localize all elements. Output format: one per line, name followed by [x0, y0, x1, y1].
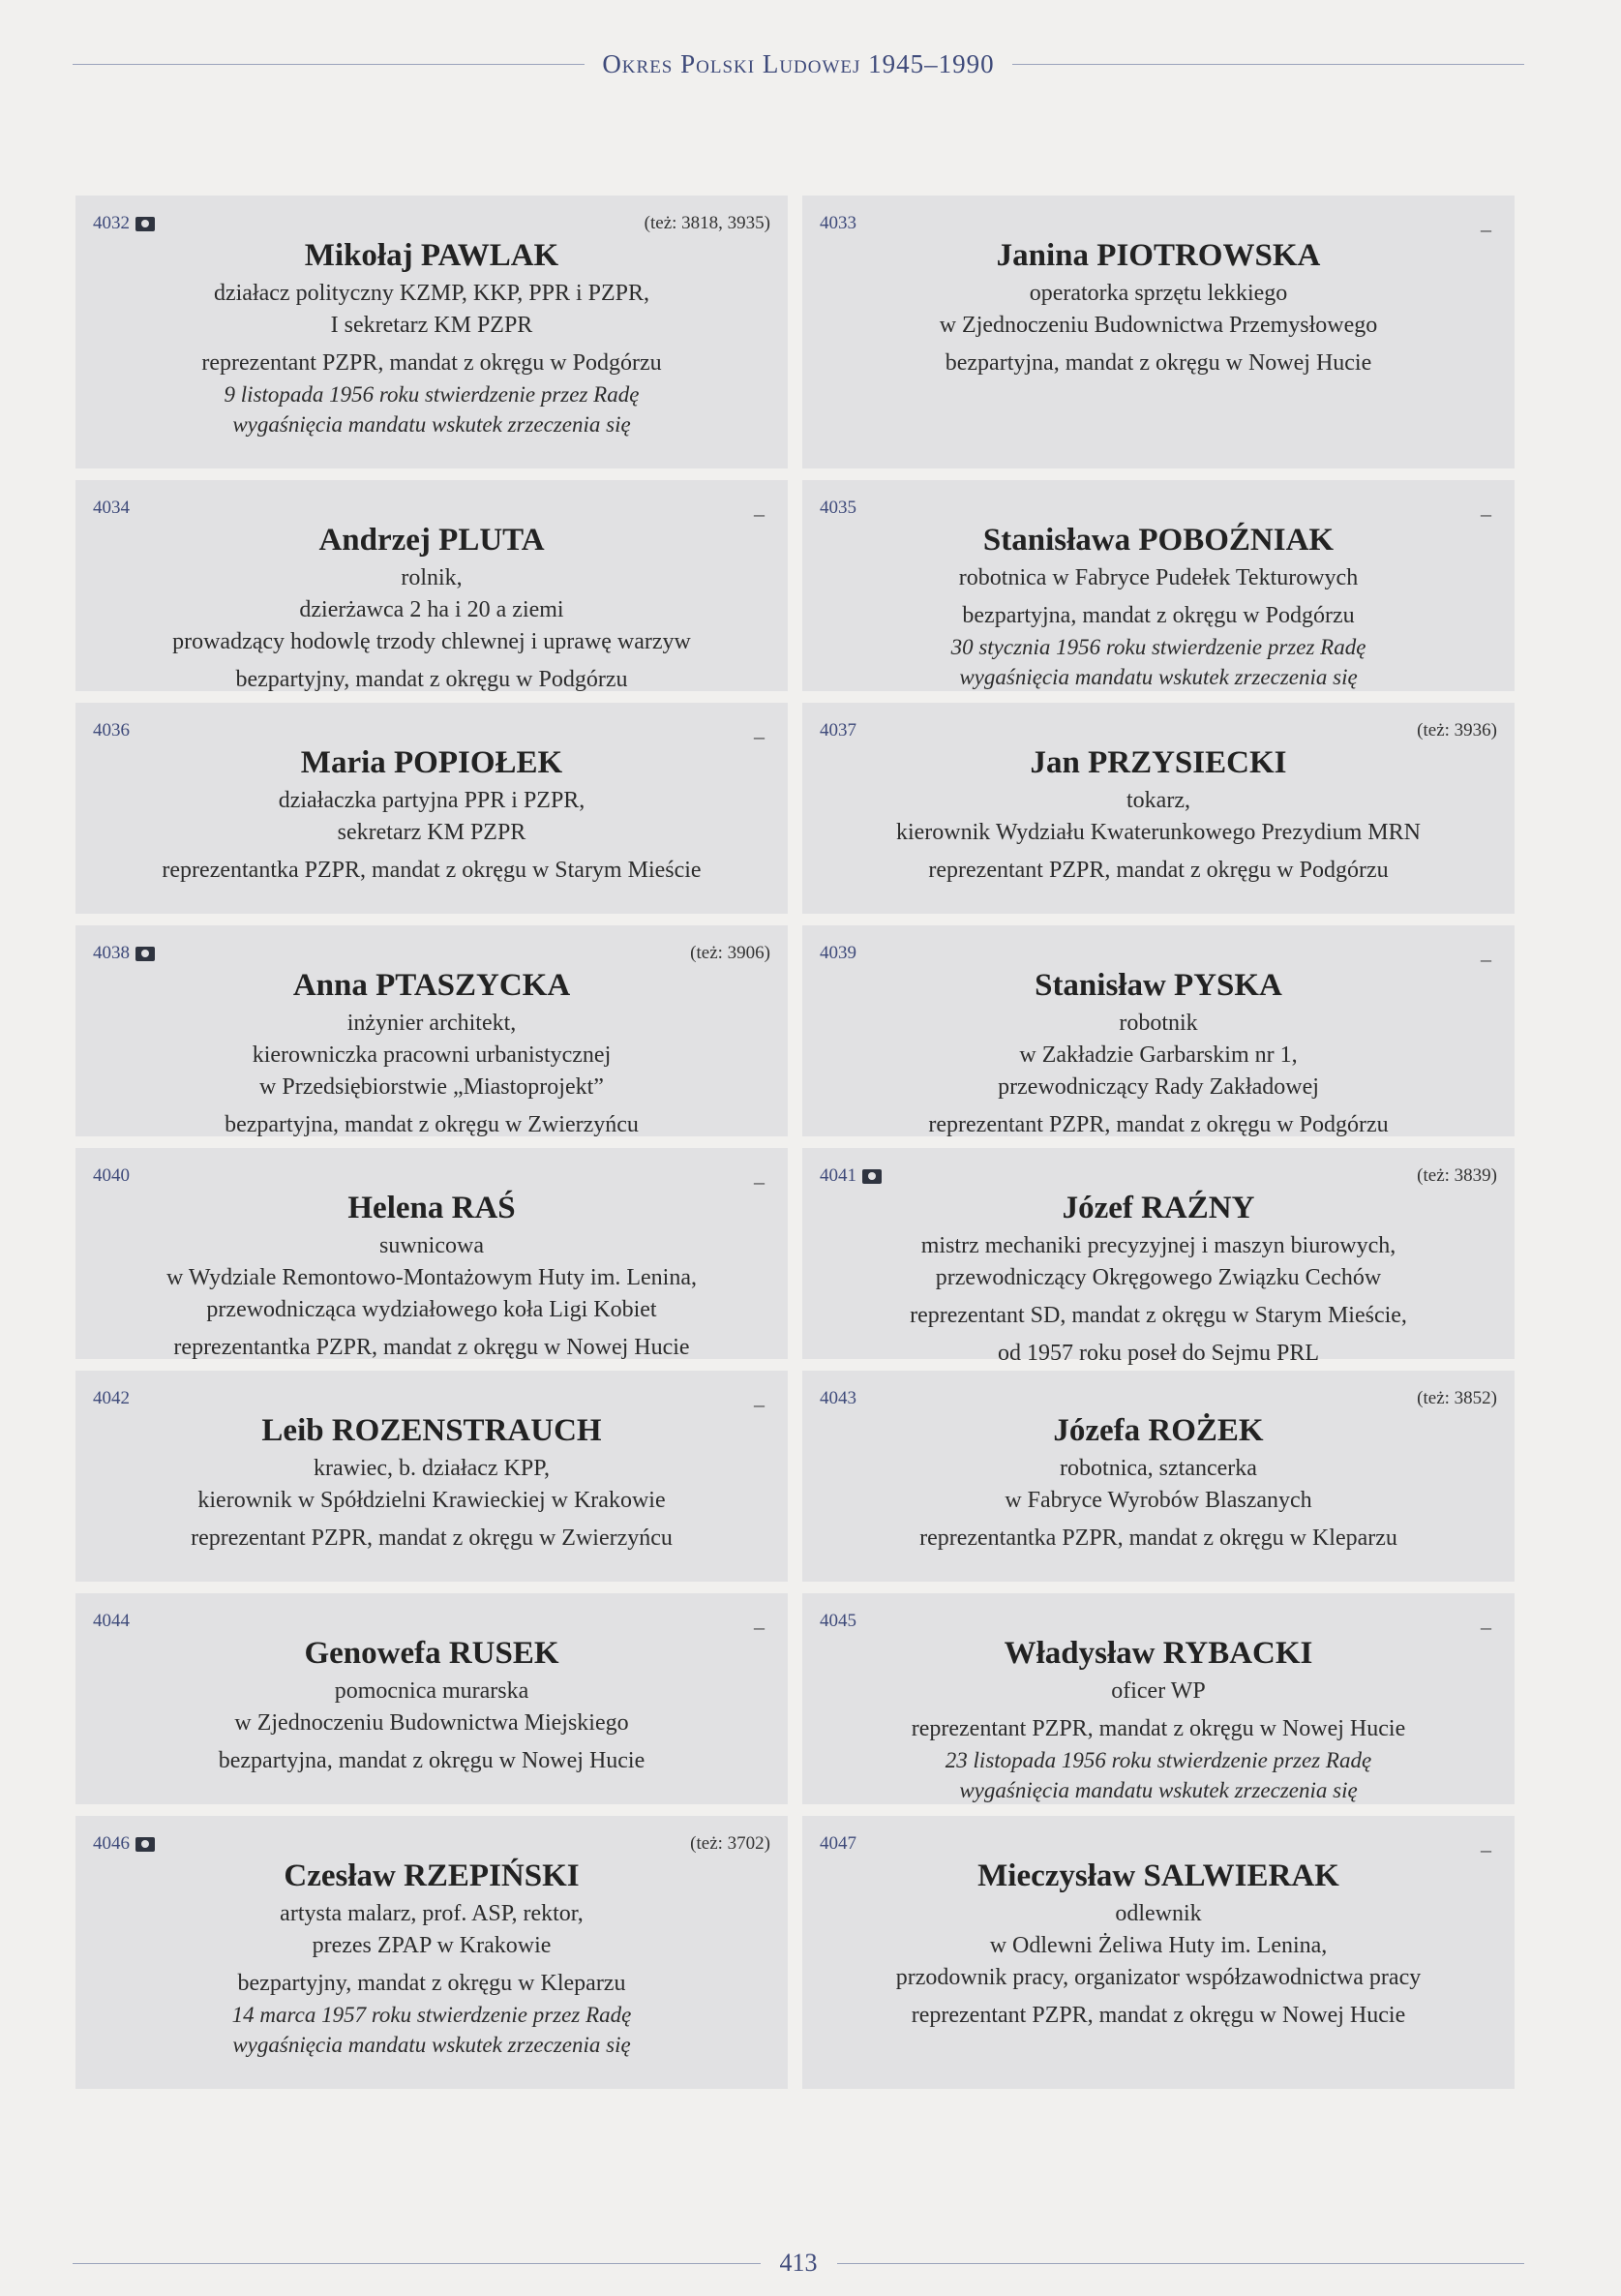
mandate-line: reprezentant PZPR, mandat z okręgu w Nowej Hucie: [911, 2003, 1406, 2028]
occupation-line: artysta malarz, prof. ASP, rektor,: [280, 1901, 584, 1926]
entry-number-text: 4045: [820, 1611, 856, 1631]
occupation-line: I sekretarz KM PZPR: [330, 313, 533, 338]
entry-number: [93, 498, 130, 519]
running-title: Okres Polski Ludowej 1945–1990: [602, 48, 995, 78]
mandate-expiry-note: wygaśnięcia mandatu wskutek zrzeczenia się: [959, 665, 1358, 689]
person-name: Andrzej PLUTA: [318, 523, 545, 558]
page-header: [73, 45, 1524, 83]
mandate-expiry-note: 9 listopada 1956 roku stwierdzenie przez Radę: [224, 382, 640, 407]
entry-number-text: 4047: [820, 1833, 856, 1854]
occupation-line: mistrz mechaniki precyzyjnej i maszyn biurowych,: [920, 1233, 1396, 1258]
mandate-line: reprezentantka PZPR, mandat z okręgu w Starym Mieście: [162, 858, 702, 883]
entry-number-text: 4038: [93, 943, 130, 963]
occupation-line: robotnik: [1119, 1011, 1198, 1036]
person-name: Józefa ROŻEK: [1053, 1413, 1264, 1448]
mandate-line: bezpartyjny, mandat z okręgu w Kleparzu: [237, 1971, 626, 1996]
occupation-line: sekretarz KM PZPR: [337, 820, 526, 845]
cross-reference: (też: 3936): [1417, 720, 1497, 740]
no-reference-dash: –: [1481, 1615, 1491, 1639]
person-name: Władysław RYBACKI: [1004, 1636, 1313, 1671]
person-name: Anna PTASZYCKA: [292, 968, 571, 1003]
occupation-line: krawiec, b. działacz KPP,: [314, 1456, 550, 1481]
occupation-line: operatorka sprzętu lekkiego: [1029, 281, 1288, 306]
occupation-line: robotnica w Fabryce Pudełek Tekturowych: [958, 565, 1359, 590]
entries-grid: [75, 196, 1522, 2089]
entry-number: [820, 213, 856, 234]
occupation-line: przewodniczący Rady Zakładowej: [998, 1074, 1319, 1100]
camera-icon: [862, 1169, 882, 1184]
occupation-line: przewodniczący Okręgowego Związku Cechów: [935, 1265, 1382, 1290]
entry-number: [93, 943, 155, 964]
occupation-line: odlewnik: [1115, 1901, 1202, 1926]
entry-card: [802, 480, 1515, 691]
occupation-line: w Zjednoczeniu Budownictwa Przemysłowego: [939, 313, 1378, 338]
mandate-line: reprezentant PZPR, mandat z okręgu w Nowej Hucie: [911, 1716, 1406, 1741]
entry-card: [802, 1816, 1515, 2089]
occupation-line: tokarz,: [1126, 788, 1190, 813]
entry-card: [75, 703, 788, 914]
no-reference-dash: –: [1481, 947, 1491, 971]
mandate-line: bezpartyjny, mandat z okręgu w Podgórzu: [235, 667, 628, 692]
person-name: Helena RAŚ: [347, 1191, 516, 1225]
no-reference-dash: –: [1481, 217, 1491, 241]
occupation-line: w Przedsiębiorstwie „Miastoprojekt”: [259, 1074, 604, 1100]
entry-number: [820, 1611, 856, 1632]
occupation-line: kierownik w Spółdzielni Krawieckiej w Krakowie: [197, 1488, 666, 1513]
occupation-line: kierownik Wydziału Kwaterunkowego Prezydium MRN: [895, 820, 1421, 845]
mandate-line: reprezentant PZPR, mandat z okręgu w Podgórzu: [201, 350, 662, 376]
mandate-expiry-note: wygaśnięcia mandatu wskutek zrzeczenia się: [232, 2033, 631, 2057]
entry-card: [75, 1371, 788, 1582]
occupation-line: robotnica, sztancerka: [1060, 1456, 1257, 1481]
entry-number: [93, 213, 155, 234]
footer-rule-left: [73, 2263, 761, 2264]
entry-card: [802, 1148, 1515, 1366]
person-name: Józef RAŹNY: [1062, 1191, 1255, 1225]
entry-number: [93, 1388, 130, 1409]
entry-number-text: 4039: [820, 943, 856, 963]
occupation-line: przewodnicząca wydziałowego koła Ligi Kobiet: [206, 1297, 657, 1322]
entry-number: [820, 1833, 856, 1855]
mandate-expiry-note: 30 stycznia 1956 roku stwierdzenie przez Radę: [950, 635, 1366, 659]
entry-card: [75, 1816, 788, 2089]
mandate-line: bezpartyjna, mandat z okręgu w Podgórzu: [962, 603, 1355, 628]
entry-card: [75, 1148, 788, 1359]
person-name: Czesław RZEPIŃSKI: [284, 1858, 580, 1893]
cross-reference: (też: 3852): [1417, 1388, 1497, 1408]
mandate-expiry-note: 14 marca 1957 roku stwierdzenie przez Radę: [231, 2003, 632, 2027]
mandate-expiry-note: 23 listopada 1956 roku stwierdzenie przez Radę: [945, 1748, 1372, 1772]
entry-number: [93, 1833, 155, 1855]
entry-number: [93, 720, 130, 741]
camera-icon: [135, 1837, 155, 1852]
entry-card: [802, 1371, 1515, 1582]
entry-number: [93, 1611, 130, 1632]
person-name: Jan PRZYSIECKI: [1030, 745, 1287, 780]
occupation-line: w Zjednoczeniu Budownictwa Miejskiego: [234, 1710, 629, 1736]
occupation-line: prowadzący hodowlę trzody chlewnej i uprawę warzyw: [172, 629, 691, 654]
camera-icon: [135, 217, 155, 231]
entry-number: [93, 1165, 130, 1187]
entry-card: [802, 925, 1515, 1136]
occupation-line: w Fabryce Wyrobów Blaszanych: [1005, 1488, 1312, 1513]
page-footer: [73, 2244, 1524, 2282]
no-reference-dash: –: [754, 724, 765, 748]
person-name: Stanisława POBOŹNIAK: [982, 523, 1335, 558]
person-name: Mieczysław SALWIERAK: [977, 1858, 1339, 1893]
mandate-line: reprezentant PZPR, mandat z okręgu w Podgórzu: [928, 858, 1389, 883]
entry-card: [802, 1593, 1515, 1804]
mandate-line: bezpartyjna, mandat z okręgu w Nowej Hucie: [218, 1748, 645, 1773]
entry-number-text: 4034: [93, 498, 130, 518]
mandate-expiry-note: wygaśnięcia mandatu wskutek zrzeczenia się: [232, 412, 631, 437]
person-name: Janina PIOTROWSKA: [996, 238, 1321, 273]
person-name: Stanisław PYSKA: [1035, 968, 1282, 1003]
no-reference-dash: –: [1481, 1837, 1491, 1861]
occupation-line: działaczka partyjna PPR i PZPR,: [278, 788, 585, 813]
entry-number-text: 4036: [93, 720, 130, 740]
person-name: Mikołaj PAWLAK: [304, 238, 559, 273]
footer-rule-right: [837, 2263, 1525, 2264]
person-name: Leib ROZENSTRAUCH: [261, 1413, 602, 1448]
occupation-line: pomocnica murarska: [334, 1678, 529, 1704]
occupation-line: przodownik pracy, organizator współzawodnictwa pracy: [895, 1965, 1422, 1990]
occupation-line: dzierżawca 2 ha i 20 a ziemi: [299, 597, 564, 622]
entry-number: [820, 1388, 856, 1409]
person-name: Genowefa RUSEK: [304, 1636, 559, 1671]
mandate-line: reprezentantka PZPR, mandat z okręgu w Nowej Hucie: [173, 1335, 690, 1360]
no-reference-dash: –: [754, 1169, 765, 1193]
entry-card: [75, 480, 788, 691]
entry-number-text: 4041: [820, 1165, 856, 1186]
entry-number: [820, 943, 856, 964]
entry-card: [75, 196, 788, 468]
camera-icon: [135, 947, 155, 961]
header-rule-left: [73, 64, 585, 65]
cross-reference: (też: 3906): [690, 943, 770, 963]
occupation-line: prezes ZPAP w Krakowie: [312, 1933, 552, 1958]
mandate-line: bezpartyjna, mandat z okręgu w Zwierzyńcu: [225, 1112, 639, 1137]
mandate-line: reprezentantka PZPR, mandat z okręgu w Kleparzu: [919, 1526, 1397, 1551]
no-reference-dash: –: [1481, 501, 1491, 526]
no-reference-dash: –: [754, 501, 765, 526]
entry-card: [75, 1593, 788, 1804]
mandate-line: od 1957 roku poseł do Sejmu PRL: [997, 1341, 1319, 1366]
entry-number: [820, 1165, 882, 1187]
entry-number-text: 4044: [93, 1611, 130, 1631]
mandate-line: reprezentant PZPR, mandat z okręgu w Podgórzu: [928, 1112, 1389, 1137]
mandate-line: reprezentant SD, mandat z okręgu w Starym Mieście,: [910, 1303, 1407, 1328]
cross-reference: (też: 3818, 3935): [644, 213, 770, 233]
no-reference-dash: –: [754, 1392, 765, 1416]
mandate-expiry-note: wygaśnięcia mandatu wskutek zrzeczenia się: [959, 1778, 1358, 1802]
entry-number-text: 4033: [820, 213, 856, 233]
header-rule-right: [1012, 64, 1524, 65]
occupation-line: inżynier architekt,: [346, 1011, 517, 1036]
cross-reference: (też: 3839): [1417, 1165, 1497, 1186]
entry-number-text: 4032: [93, 213, 130, 233]
occupation-line: w Wydziale Remontowo-Montażowym Huty im. Lenina,: [165, 1265, 697, 1290]
occupation-line: w Odlewni Żeliwa Huty im. Lenina,: [989, 1933, 1328, 1958]
entry-number-text: 4035: [820, 498, 856, 518]
occupation-line: kierowniczka pracowni urbanistycznej: [252, 1042, 612, 1068]
occupation-line: rolnik,: [401, 565, 463, 590]
occupation-line: działacz polityczny KZMP, KKP, PPR i PZPR,: [213, 281, 649, 306]
entry-number-text: 4040: [93, 1165, 130, 1186]
occupation-line: suwnicowa: [379, 1233, 484, 1258]
occupation-line: oficer WP: [1111, 1678, 1206, 1704]
mandate-line: bezpartyjna, mandat z okręgu w Nowej Hucie: [945, 350, 1372, 376]
page-number: 413: [779, 2249, 818, 2277]
entry-number-text: 4046: [93, 1833, 130, 1854]
person-name: Maria POPIOŁEK: [300, 745, 563, 780]
entry-number-text: 4043: [820, 1388, 856, 1408]
entry-number-text: 4037: [820, 720, 856, 740]
entry-card: [802, 703, 1515, 914]
occupation-line: w Zakładzie Garbarskim nr 1,: [1019, 1042, 1298, 1068]
cross-reference: (też: 3702): [690, 1833, 770, 1854]
entry-number: [820, 720, 856, 741]
entry-card: [802, 196, 1515, 468]
mandate-line: reprezentant PZPR, mandat z okręgu w Zwierzyńcu: [191, 1526, 673, 1551]
entry-card: [75, 925, 788, 1136]
entry-number-text: 4042: [93, 1388, 130, 1408]
entry-number: [820, 498, 856, 519]
no-reference-dash: –: [754, 1615, 765, 1639]
